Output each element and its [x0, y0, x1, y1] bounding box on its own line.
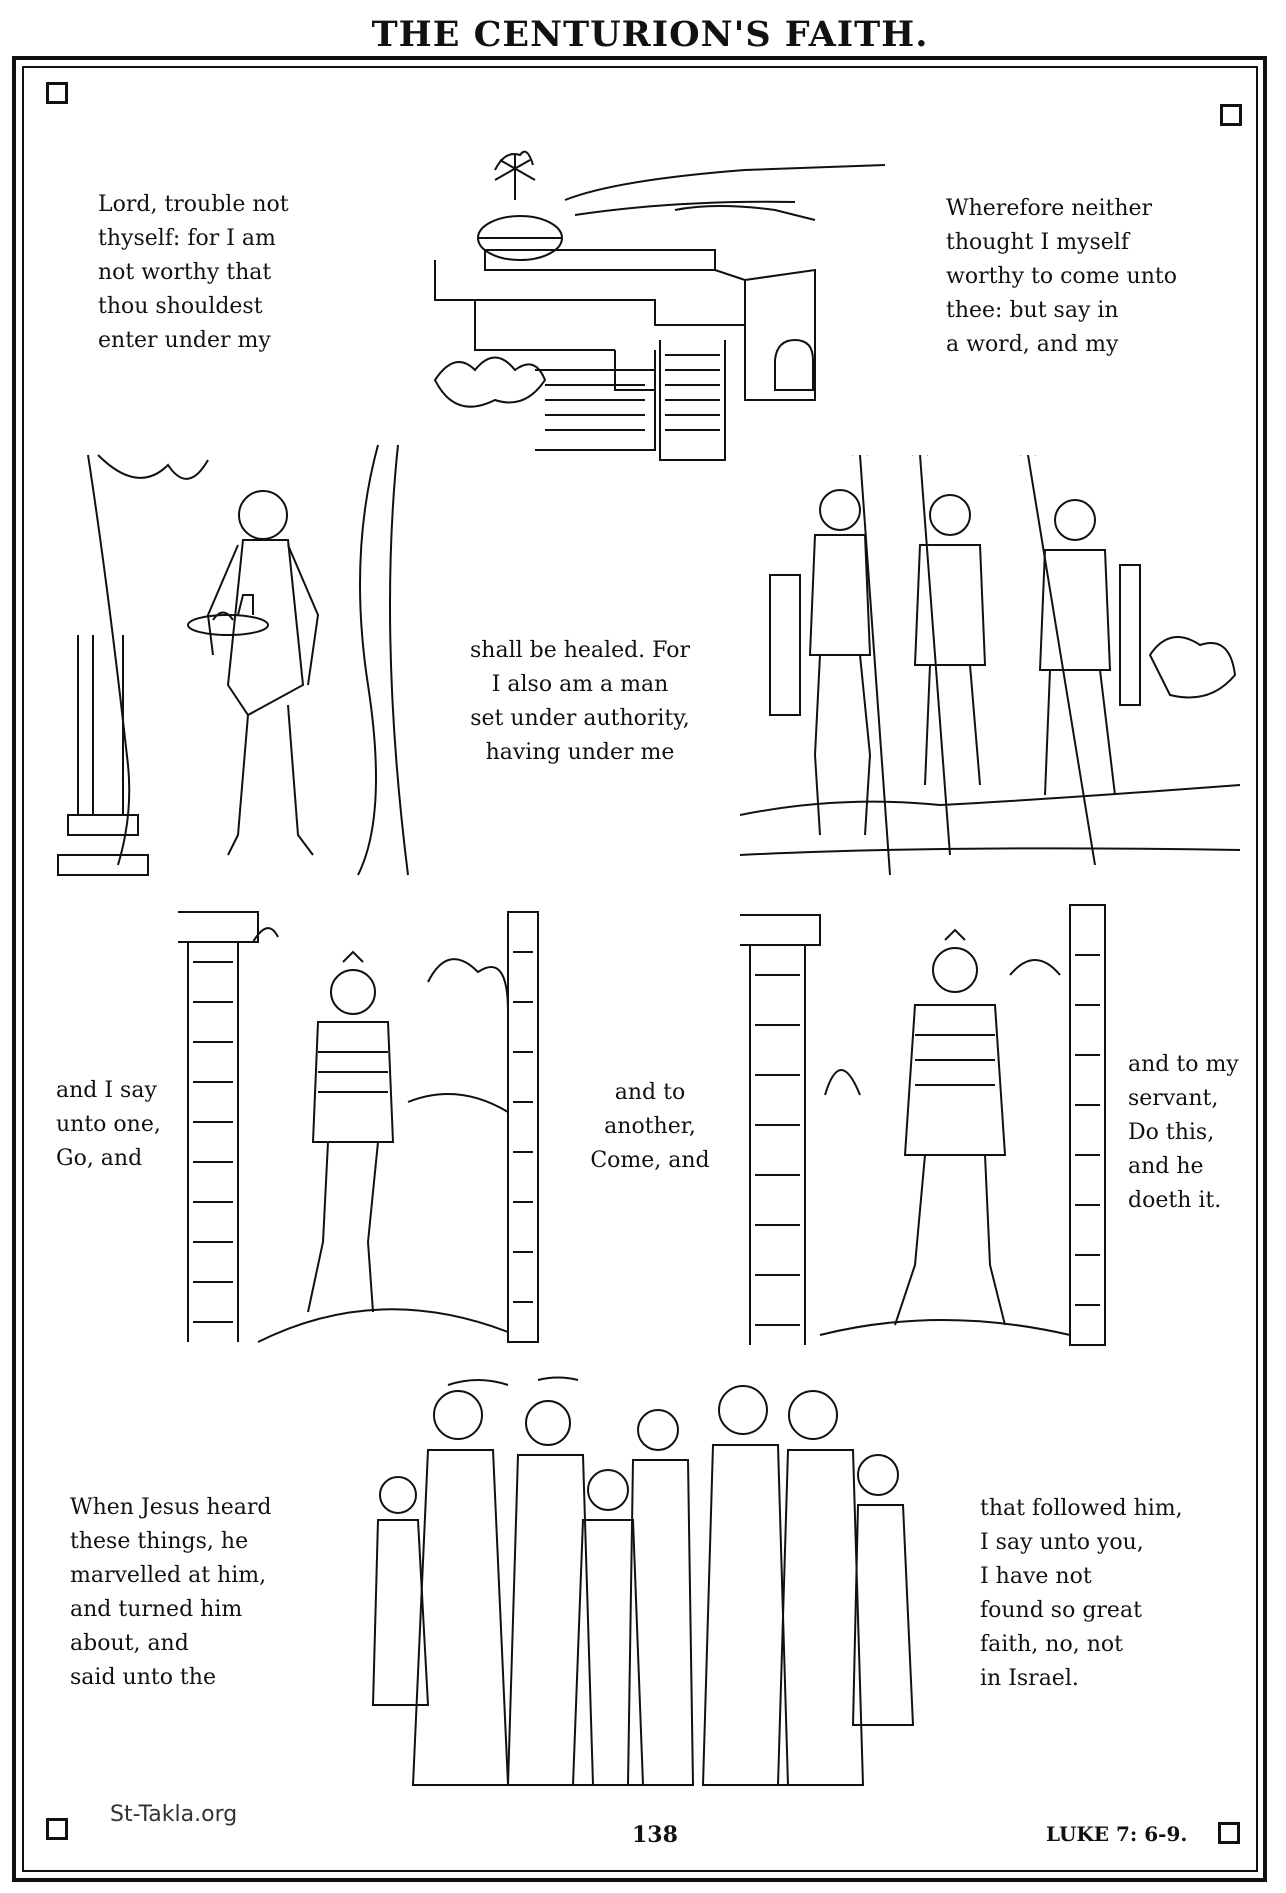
verse-block-7 [70, 1491, 271, 1695]
verse-line: doeth it. [1128, 1188, 1222, 1213]
corner-ornament-top-right [1220, 104, 1242, 126]
corner-ornament-bottom-right [1218, 1822, 1240, 1844]
house-drawing [415, 140, 895, 470]
house-illustration [415, 140, 895, 470]
verse-block-2 [946, 192, 1177, 362]
verse-line: Come, and [590, 1148, 710, 1173]
verse-line: faith, no, not [980, 1632, 1123, 1657]
verse-block-3 [450, 634, 710, 770]
verse-line: and he [1128, 1154, 1204, 1179]
verse-line: I say unto you, [980, 1530, 1144, 1555]
verse-line: said unto the [70, 1665, 216, 1690]
crowd-illustration [358, 1375, 930, 1795]
watermark-text: St-Takla.org [110, 1802, 238, 1827]
crowd-drawing [358, 1375, 930, 1795]
corner-ornament-bottom-left [46, 1818, 68, 1840]
verse-line: enter under my [98, 328, 271, 353]
soldiers-drawing [740, 455, 1240, 875]
verse-block-5 [570, 1076, 730, 1178]
verse-line: shall be healed. For [470, 638, 690, 663]
verse-block-8 [980, 1492, 1183, 1696]
verse-line: these things, he [70, 1529, 249, 1554]
verse-line: Lord, trouble not [98, 192, 289, 217]
page-number: 138 [632, 1822, 678, 1848]
soldier-coming-illustration [740, 895, 1115, 1355]
soldier-going-illustration [178, 902, 548, 1352]
verse-line: not worthy that [98, 260, 272, 285]
verse-line: thee: but say in [946, 298, 1119, 323]
verse-line: thyself: for I am [98, 226, 276, 251]
verse-line: and turned him [70, 1597, 243, 1622]
verse-line: Do this, [1128, 1120, 1215, 1145]
verse-line: about, and [70, 1631, 189, 1656]
verse-line: Wherefore neither [946, 196, 1153, 221]
verse-line: a word, and my [946, 332, 1119, 357]
soldier-going-drawing [178, 902, 548, 1352]
verse-line: unto one, [56, 1112, 161, 1137]
verse-line: and to [614, 1080, 686, 1105]
verse-line: When Jesus heard [70, 1495, 272, 1520]
verse-line: thought I myself [946, 230, 1129, 255]
soldier-coming-drawing [740, 895, 1115, 1355]
verse-line: set under authority, [470, 706, 690, 731]
verse-line: I have not [980, 1564, 1092, 1589]
page-title: THE CENTURION'S FAITH. [371, 14, 929, 55]
verse-line: I also am a man [491, 672, 669, 697]
verse-line: thou shouldest [98, 294, 263, 319]
verse-block-4 [56, 1074, 161, 1176]
verse-line: another, [604, 1114, 696, 1139]
verse-block-6 [1128, 1048, 1239, 1218]
servant-illustration [48, 435, 423, 885]
servant-drawing [48, 435, 423, 885]
verse-line: Go, and [56, 1146, 143, 1171]
verse-line: marvelled at him, [70, 1563, 267, 1588]
verse-line: servant, [1128, 1086, 1219, 1111]
verse-line: that followed him, [980, 1496, 1183, 1521]
verse-line: and I say [56, 1078, 157, 1103]
verse-block-1 [98, 188, 289, 358]
verse-line: found so great [980, 1598, 1142, 1623]
verse-line: in Israel. [980, 1666, 1079, 1691]
verse-line: and to my [1128, 1052, 1239, 1077]
verse-line: worthy to come unto [946, 264, 1177, 289]
scripture-reference: LUKE 7: 6-9. [1046, 1822, 1188, 1846]
soldiers-illustration [740, 455, 1240, 875]
corner-ornament-top-left [46, 82, 68, 104]
verse-line: having under me [485, 740, 675, 765]
